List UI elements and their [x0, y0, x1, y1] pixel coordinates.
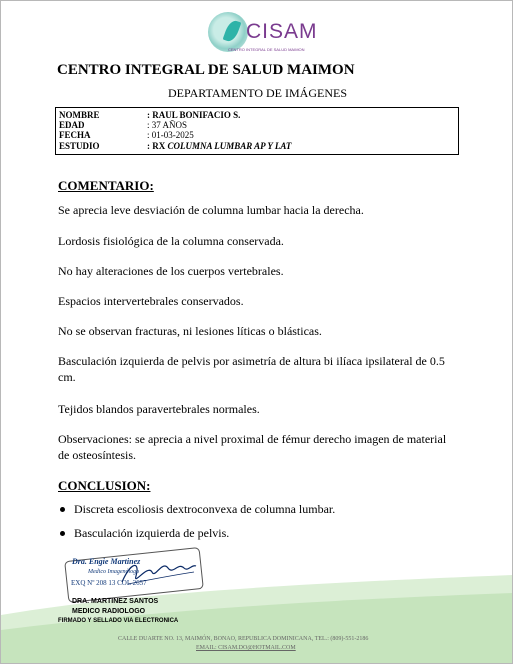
patient-name-label: NOMBRE	[59, 110, 100, 120]
footer-address: CALLE DUARTE NO. 13, MAIMÓN, BONAO, REPUBLICA DOMINICANA, TEL.: (809)-551-2186	[118, 636, 369, 642]
comentario-paragraph: No hay alteraciones de los cuerpos vertebrales.	[58, 264, 284, 278]
exam-date-value: : 01-03-2025	[147, 130, 194, 140]
study-prefix: : RX	[147, 141, 168, 151]
patient-age-label: EDAD	[59, 120, 85, 130]
footer-email[interactable]: EMAIL: CISAM.DO@HOTMAIL.COM	[196, 645, 296, 651]
department-name: DEPARTAMENTO DE IMÁGENES	[168, 86, 347, 100]
conclusion-item	[74, 526, 229, 541]
comentario-paragraph: Observaciones: se aprecia a nivel proximal de fémur derecho imagen de material de osteosíntesis.	[58, 432, 447, 462]
patient-age-value: : 37 AÑOS	[147, 120, 188, 130]
logo-subtitle: CENTRO INTEGRAL DE SALUD MAIMON	[228, 47, 305, 52]
document-title: CENTRO INTEGRAL DE SALUD MAIMON	[57, 62, 355, 78]
bullet-icon	[60, 531, 65, 536]
doctor-title: MEDICO RADIOLOGO	[72, 608, 146, 615]
clinic-logo	[208, 12, 320, 56]
patient-info-box	[55, 107, 459, 155]
study-label: ESTUDIO	[59, 141, 100, 151]
exam-date-label: FECHA	[59, 130, 91, 140]
comentario-paragraph: Tejidos blandos paravertebrales normales.	[58, 402, 260, 416]
comentario-paragraph: No se observan fracturas, ni lesiones líticas o blásticas.	[58, 324, 322, 338]
doctor-stamp	[66, 554, 200, 594]
comentario-paragraph: Basculación izquierda de pelvis por asimetría de altura bi ilíaca ipsilateral de 0.5 cm.	[58, 354, 445, 384]
conclusion-item	[74, 502, 335, 517]
bullet-icon	[60, 507, 65, 512]
comentario-heading: COMENTARIO:	[58, 178, 154, 193]
stamp-exequatur: EXQ Nº 208 13 COL 2657	[71, 579, 147, 587]
conclusion-item-text: Basculación izquierda de pelvis.	[74, 526, 230, 540]
patient-name-value: : RAUL BONIFACIO S.	[147, 110, 241, 120]
comentario-paragraph: Espacios intervertebrales conservados.	[58, 294, 244, 308]
signature-note: FIRMADO Y SELLADO VIA ELECTRONICA	[58, 618, 179, 624]
conclusion-item-text: Discreta escoliosis dextroconvexa de columna lumbar.	[74, 502, 336, 516]
comentario-paragraph: Lordosis fisiológica de la columna conservada.	[58, 234, 284, 248]
doctor-name: DRA. MARTINEZ SANTOS	[72, 598, 159, 605]
study-value: COLUMNA LUMBAR AP Y LAT	[167, 141, 292, 151]
logo-text: CISAM	[246, 20, 318, 43]
comentario-paragraph: Se aprecia leve desviación de columna lumbar hacia la derecha.	[58, 203, 364, 217]
stamp-doctor-name: Dra. Engie Martinez	[72, 557, 141, 566]
handwritten-signature-icon	[118, 554, 198, 594]
stamp-role: Medico Imagenólogo	[88, 569, 140, 575]
study-value-wrap	[147, 141, 291, 151]
conclusion-heading: CONCLUSION:	[58, 478, 151, 493]
